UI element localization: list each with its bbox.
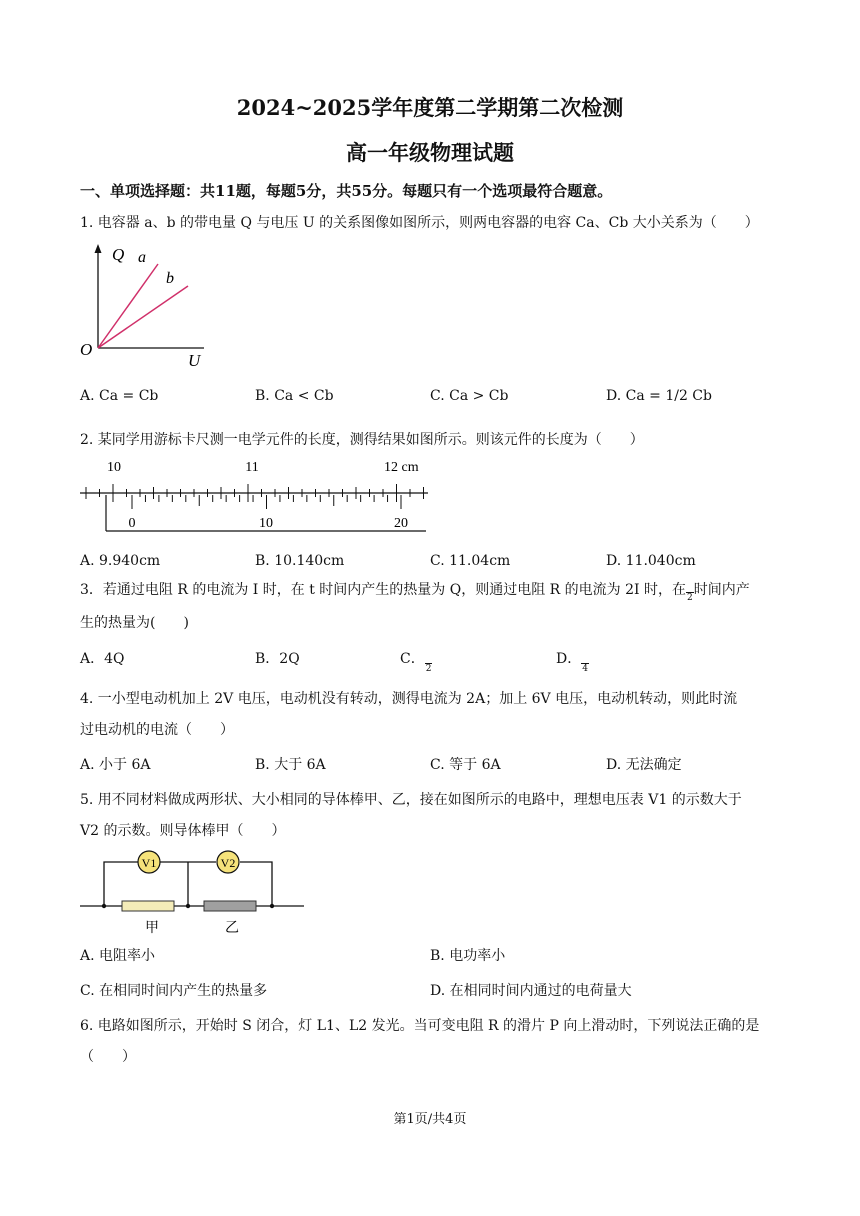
q3-option-d-label: D． <box>556 651 582 667</box>
q3-option-d-denominator: 4 <box>582 664 588 674</box>
question-4-stem-line2: 过电动机的电流（ ） <box>80 722 234 738</box>
q2-option-c: C. 11.04cm <box>430 553 511 569</box>
q5-option-a: A. 电阻率小 <box>80 948 156 964</box>
q4-option-a: A. 小于 6A <box>80 757 151 773</box>
q3-option-a: A．4Q <box>80 651 125 667</box>
q4-option-d: D. 无法确定 <box>606 757 682 773</box>
q3-option-c-denominator: 2 <box>425 664 432 674</box>
question-3-stem-line2: 生的热量为( ) <box>80 615 189 631</box>
exam-title: 2024~2025学年度第二学期第二次检测 <box>236 95 624 120</box>
q5-meter1-label: V1 <box>141 856 157 870</box>
q3-option-c-label: C． <box>400 651 425 667</box>
vernier-label-0: 0 <box>128 516 136 531</box>
q5-rod-jia <box>122 901 174 911</box>
question-6-stem-line1: 6. 电路如图所示，开始时 S 闭合，灯 L1、L2 发光。当可变电阻 R 的滑片 P 向上滑动时，下列说法正确的是 <box>80 1018 760 1034</box>
section-heading: 一、单项选择题：共11题，每题5分，共55分。每题只有一个选项最符合题意。 <box>80 182 613 200</box>
vernier-label-20: 20 <box>394 516 408 531</box>
q5-option-c: C. 在相同时间内产生的热量多 <box>80 983 268 999</box>
question-2-stem: 2. 某同学用游标卡尺测一电学元件的长度，测得结果如图所示。则该元件的长度为（ ） <box>80 432 644 448</box>
q5-junction-1 <box>102 904 106 908</box>
question-5-stem-line2: V2 的示数。则导体棒甲（ ） <box>80 823 286 839</box>
q1-figure <box>76 240 216 370</box>
page-footer: 第1页/共4页 <box>393 1112 467 1127</box>
question-3-stem-line1 <box>80 579 750 603</box>
q1-option-c: C. Ca > Cb <box>430 388 509 404</box>
question-4-stem-line1: 4. 一小型电动机加上 2V 电压，电动机没有转动，测得电流为 2A；加上 6V 电压，电动机转动，则此时流 <box>80 691 738 707</box>
main-label-12: 12 cm <box>384 460 419 475</box>
q1-origin: O <box>80 340 93 359</box>
q3-option-b: B．2Q <box>255 651 300 667</box>
q1-option-d: D. Ca = 1/2 Cb <box>606 388 712 404</box>
q5-rod-yi <box>204 901 256 911</box>
q5-junction-3 <box>270 904 274 908</box>
q2-option-b: B. 10.140cm <box>255 553 345 569</box>
q1-y-label: Q <box>112 245 125 264</box>
q5-rod1-label: 甲 <box>145 921 159 936</box>
q3-stem-text: 3．若通过电阻 R 的电流为 I 时，在 t 时间内产生的热量为 Q，则通过电阻 R 的电流为 2I 时，在 <box>80 582 687 598</box>
q1-line-a <box>98 264 158 348</box>
q2-option-a: A. 9.940cm <box>80 553 161 569</box>
q3-option-d <box>556 648 589 674</box>
q1-y-arrow <box>95 244 102 253</box>
q5-option-d: D. 在相同时间内通过的电荷量大 <box>430 983 632 999</box>
q3-option-c <box>400 648 432 674</box>
q1-option-b: B. Ca < Cb <box>255 388 334 404</box>
question-6-stem-line2: （ ） <box>80 1049 136 1065</box>
q1-label-a: a <box>138 249 146 266</box>
q1-line-b <box>98 286 188 348</box>
q4-option-b: B. 大于 6A <box>255 757 326 773</box>
q2-option-d: D. 11.040cm <box>606 553 696 569</box>
q1-x-label: U <box>188 351 201 370</box>
question-1-stem: 1. 电容器 a、b 的带电量 Q 与电压 U 的关系图像如图所示，则两电容器的电容 Ca、Cb 大小关系为（ ） <box>80 215 759 231</box>
q3-stem-end: 时间内产 <box>693 582 750 598</box>
q2-vernier-caliper <box>76 455 436 541</box>
q4-option-c: C. 等于 6A <box>430 757 501 773</box>
vernier-scale <box>132 495 401 509</box>
q5-junction-2 <box>186 904 190 908</box>
main-label-11: 11 <box>245 460 259 475</box>
q1-label-b: b <box>166 270 174 287</box>
main-label-10: 10 <box>107 460 121 475</box>
q5-circuit-figure <box>76 846 308 938</box>
q1-option-a: A. Ca = Cb <box>80 388 159 404</box>
q5-option-b: B. 电功率小 <box>430 948 506 964</box>
q5-meter2-label: V2 <box>220 856 236 870</box>
q5-loop-right <box>240 862 272 906</box>
q5-loop-left <box>104 862 138 906</box>
q3-fraction-denominator: 2 <box>687 593 693 603</box>
question-5-stem-line1: 5. 用不同材料做成两形状、大小相同的导体棒甲、乙，接在如图所示的电路中，理想电压表 V1 的示数大于 <box>80 792 742 808</box>
vernier-label-10: 10 <box>259 516 273 531</box>
q5-rod2-label: 乙 <box>225 921 239 936</box>
exam-subtitle: 高一年级物理试题 <box>346 140 514 165</box>
